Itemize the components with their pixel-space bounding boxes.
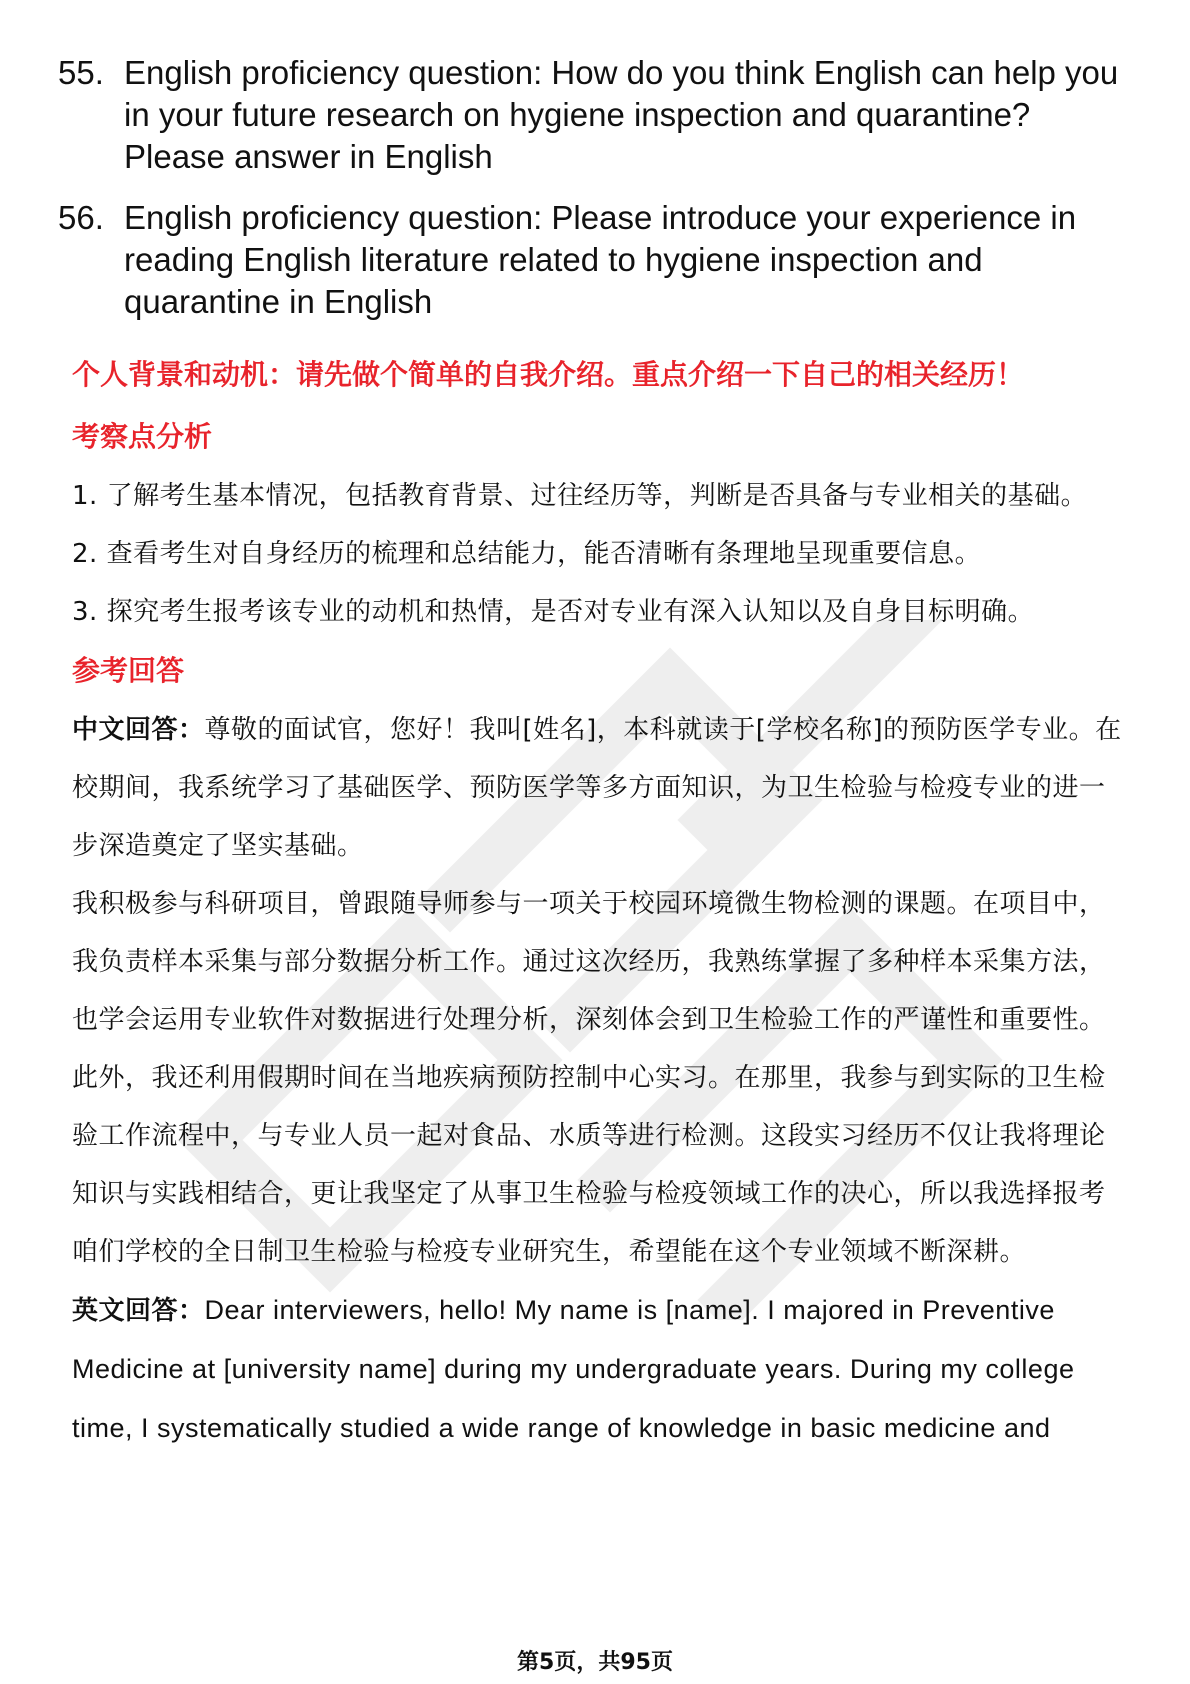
analysis-point: 3. 探究考生报考该专业的动机和热情，是否对专业有深入认知以及自身目标明确。	[72, 597, 1035, 627]
answer-heading: 参考回答	[72, 654, 185, 687]
analysis-point: 2. 查看考生对自身经历的梳理和总结能力，能否清晰有条理地呈现重要信息。	[72, 539, 982, 569]
question-item	[58, 52, 1128, 178]
analysis-point: 1. 了解考生基本情况，包括教育背景、过往经历等，判断是否具备与专业相关的基础。	[72, 481, 1088, 511]
en-answer-paragraph	[72, 1281, 1122, 1458]
cn-answer-paragraph: 我积极参与科研项目，曾跟随导师参与一项关于校园环境微生物检测的课题。在项目中，我负责样本采集与部分数据分析工作。通过这次经历，我熟练掌握了多种样本采集方法，也学会运用专业软件对数据进行处理分析，深刻体会到卫生检验工作的严谨性和重要性。	[72, 889, 1106, 1035]
question-item	[58, 197, 1128, 323]
question-list	[58, 52, 1128, 342]
en-answer-text: Dear interviewers, hello! My name is [name]. I majored in Preventive Medicine at [university name] during my undergraduate years. During my college time, I systematically studied a wide range of knowledge in basic medicine and	[72, 1295, 1075, 1443]
cn-answer-paragraph: 此外，我还利用假期时间在当地疾病预防控制中心实习。在那里，我参与到实际的卫生检验工作流程中，与专业人员一起对食品、水质等进行检测。这段实习经历不仅让我将理论知识与实践相结合，更让我坚定了从事卫生检验与检疫领域工作的决心，所以我选择报考咱们学校的全日制卫生检验与检疫专业研究生，希望能在这个专业领域不断深耕。	[72, 1063, 1106, 1267]
page-footer: 第5页，共95页	[517, 1650, 673, 1675]
motive-title: 个人背景和动机：请先做个简单的自我介绍。重点介绍一下自己的相关经历！	[72, 358, 1025, 391]
cn-answer-paragraph	[72, 701, 1122, 875]
question-number: 56.	[58, 199, 104, 236]
cn-answer-label: 中文回答：	[72, 715, 205, 745]
spacer	[72, 641, 1122, 651]
analysis-heading: 考察点分析	[72, 420, 213, 453]
question-text: English proficiency question: How do you think English can help you in your future research on hygiene inspection and quarantine? Please answer in English	[124, 54, 1119, 175]
cn-answer-text: 尊敬的面试官，您好！我叫[姓名]，本科就读于[学校名称]的预防医学专业。在校期间，我系统学习了基础医学、预防医学等多方面知识，为卫生检验与检疫专业的进一步深造奠定了坚实基础。	[72, 715, 1122, 861]
main-content	[72, 355, 1122, 1458]
en-answer-label: 英文回答：	[72, 1296, 205, 1326]
question-number: 55.	[58, 54, 104, 91]
question-text: English proficiency question: Please introduce your experience in reading English literature related to hygiene inspection and quarantine in English	[124, 199, 1077, 320]
